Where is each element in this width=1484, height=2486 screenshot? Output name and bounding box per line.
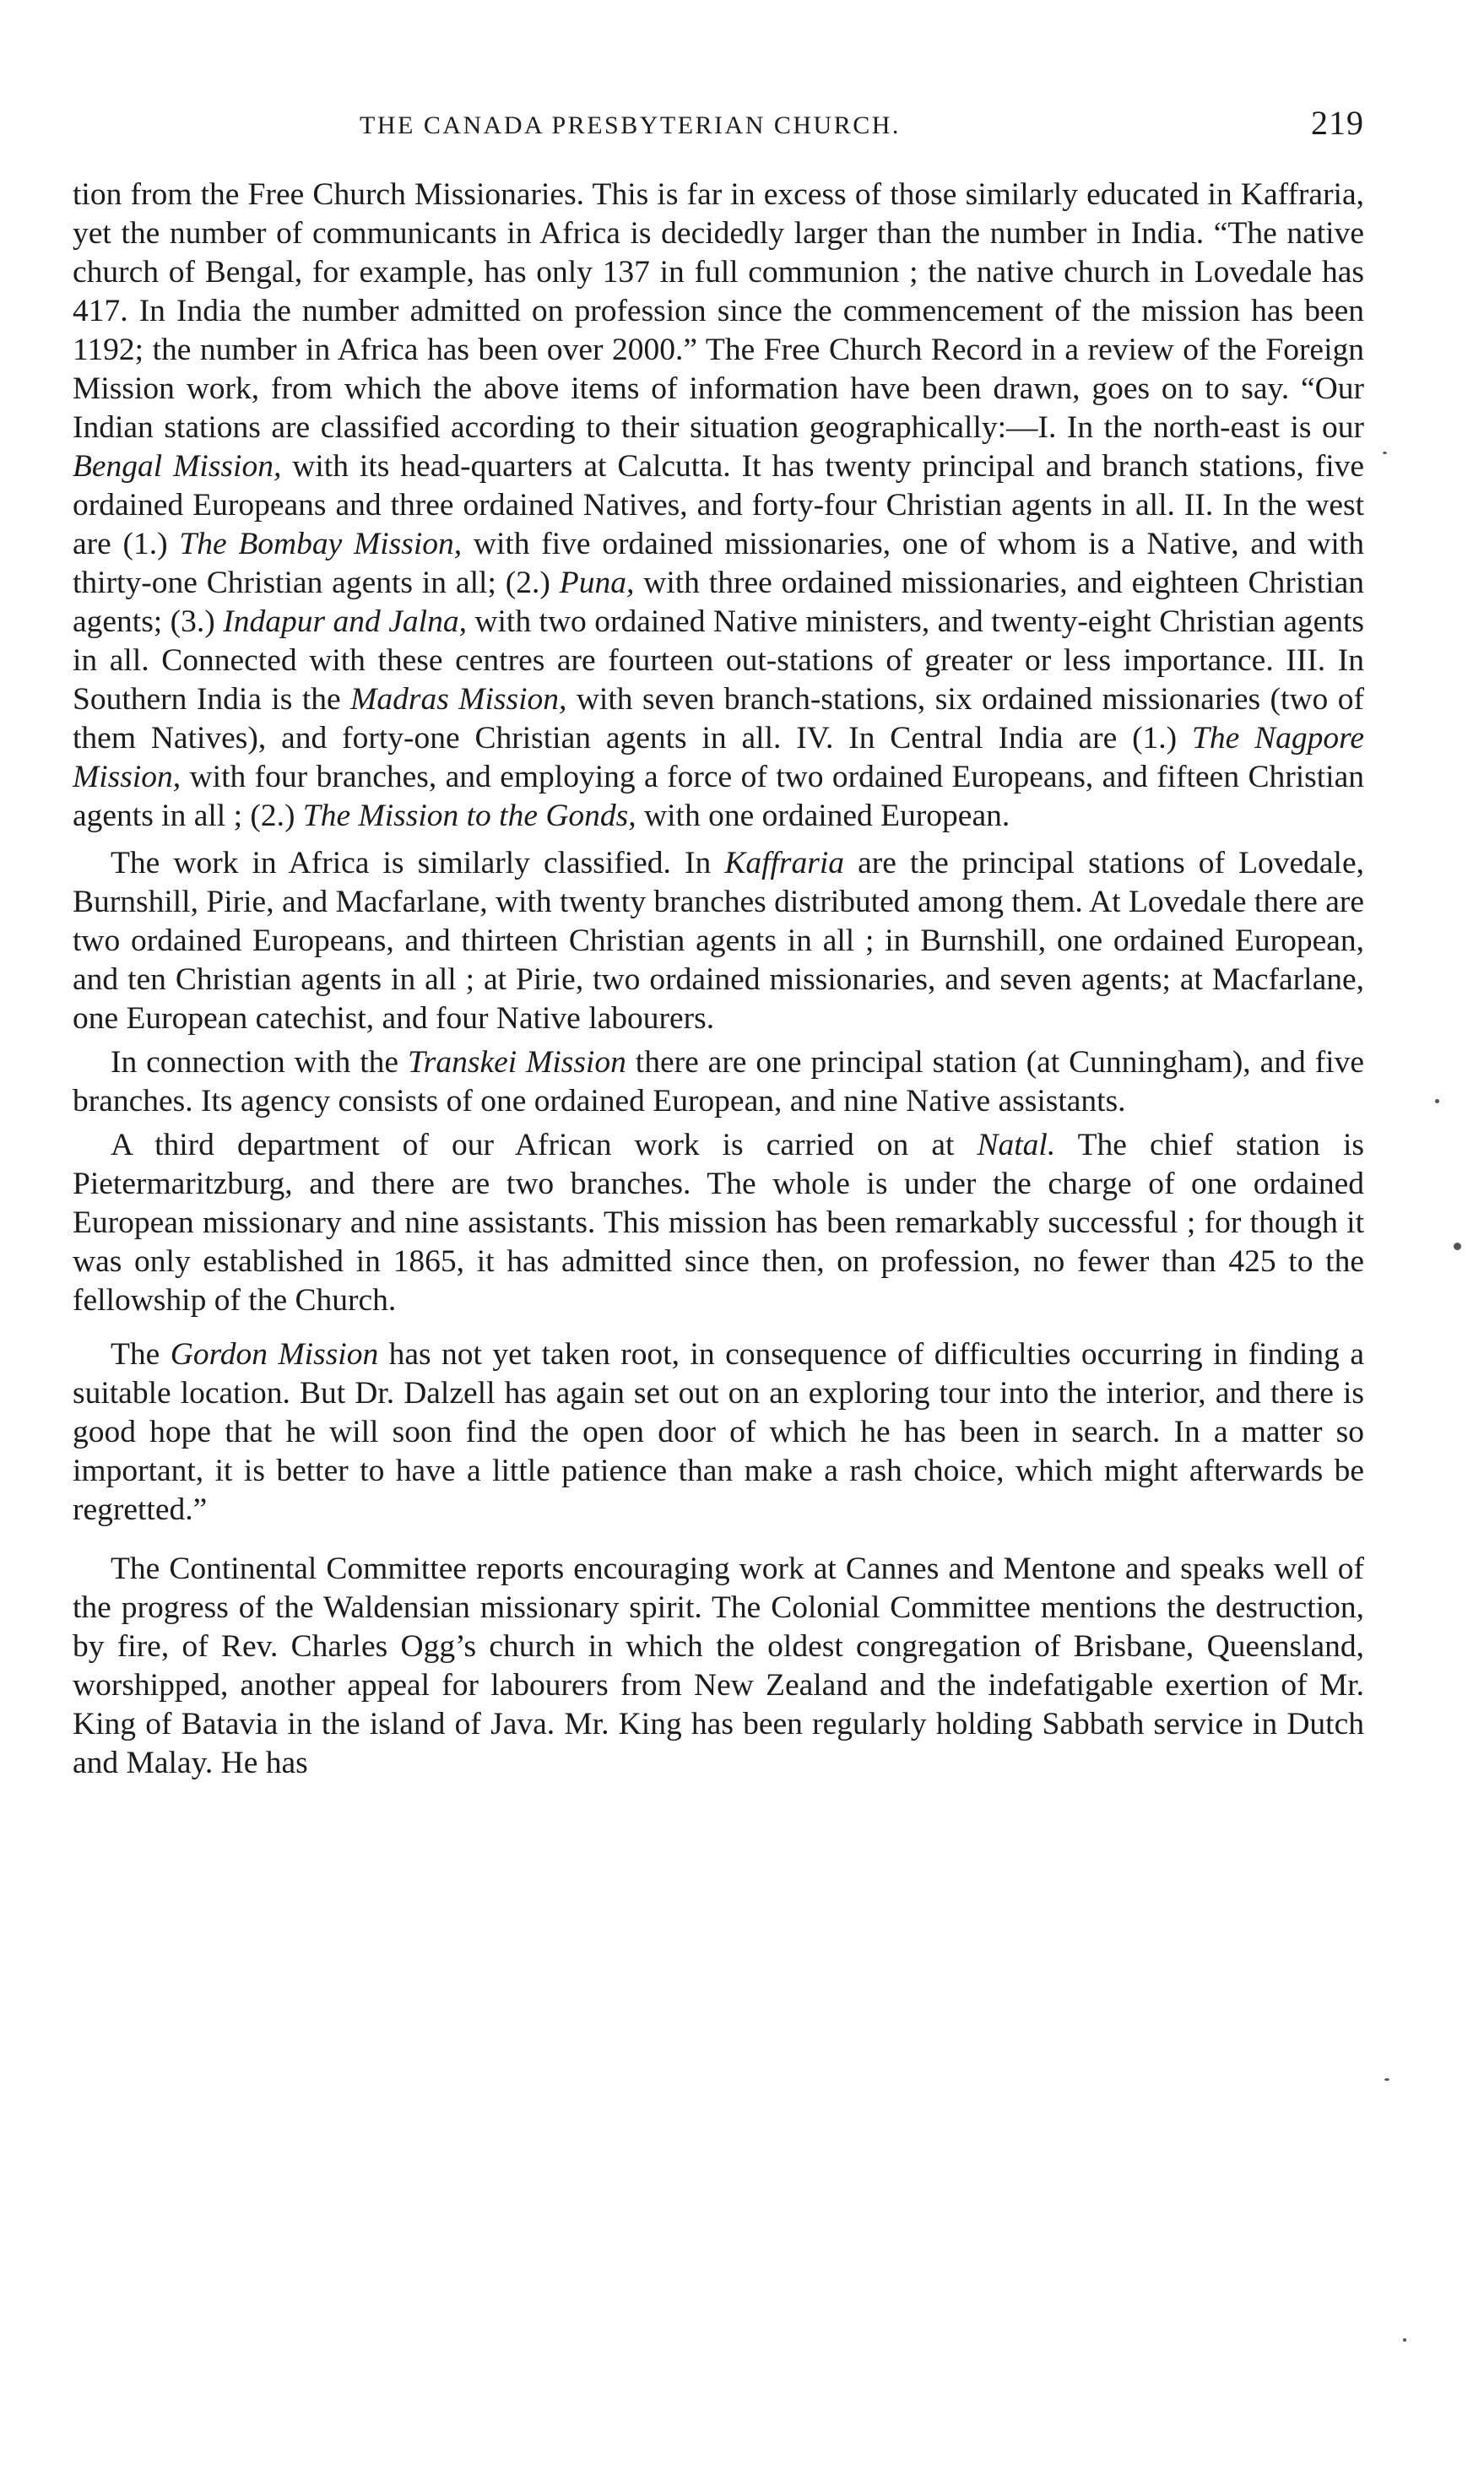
text-run: with seven branch-stations, six ordained missionaries (two of them Natives), and forty-one Christian agents in all. IV. In Central India are (1.) [73, 682, 1364, 756]
italic-text-run: The Bombay Mission, [179, 527, 463, 561]
text-run: The Continental Committee reports encouraging work at Cannes and Mentone and speaks well of the progress of the Waldensian missionary spirit. The Colonial Committee mentions the destruction, by fire, of Rev. Charles Ogg’s church in which the oldest congregation of Brisbane, Queensland, worshipped, another appeal for labourers from New Zealand and the indefatigable exertion of Mr. King of Batavia in the island of Java. Mr. King has been regularly holding Sabbath service in Dutch and Malay. He has [73, 1552, 1364, 1780]
page-header [73, 100, 1364, 150]
text-run: with three ordained missionaries, and eighteen Christian agents; (3.) [73, 566, 1364, 639]
text-run: are the principal stations of Lovedale, Burnshill, Pirie, and Macfarlane, with twenty branches distributed among them. At Lovedale there are two ordained Europeans, and thirteen Christian agents in all ; in Burnshill, one ordained European, and ten Christian agents in all ; at Pirie, two ordained missionaries, and seven agents; at Macfarlane, one European catechist, and four Native labourers. [73, 846, 1364, 1036]
body-text [73, 176, 1364, 1783]
paragraph-continental-committee [73, 1550, 1364, 1783]
paragraph-natal-mission [73, 1126, 1364, 1320]
text-run: The chief station is Pietermaritzburg, and there are two branches. The whole is under the charge of one ordained European missionary and nine assistants. This mission has been remarkably successful ; for though it was only established in 1865, it has admitted since then, on profession, no fewer than 425 to the fellowship of the Church. [73, 1128, 1365, 1318]
italic-text-run: Natal. [977, 1128, 1056, 1162]
margin-speck [1403, 2338, 1406, 2342]
italic-text-run: Madras Mission, [350, 682, 567, 717]
text-run: there are one principal station (at Cunningham), and five branches. Its agency consists of one ordained European, and nine Native assistants. [73, 1045, 1364, 1118]
italic-text-run: Gordon Mission [170, 1337, 379, 1372]
running-title: THE CANADA PRESBYTERIAN CHURCH. [360, 111, 901, 139]
paragraph-gordon-mission [73, 1335, 1364, 1530]
margin-speck [1383, 452, 1387, 454]
text-run: with four branches, and employing a force of two ordained Europeans, and fifteen Christian agents in all ; (2.) [73, 760, 1364, 833]
paragraph-indian-stations [73, 176, 1364, 836]
text-run: with two ordained Native ministers, and twenty-eight Christian agents in all. Connected with these centres are fourteen out-stations of greater or less importance. III. In Southern India is the [73, 604, 1364, 717]
paragraph-transkei-mission [73, 1043, 1364, 1121]
page-number: 219 [1311, 104, 1364, 142]
text-run: The work in Africa is similarly classified. In [111, 846, 725, 880]
italic-text-run: The Mission to the Gonds, [302, 799, 636, 833]
text-run: with one ordained European. [636, 799, 1010, 833]
text-run: The [111, 1337, 171, 1372]
margin-speck [1384, 2078, 1389, 2081]
text-run: has not yet taken root, in consequence of difficulties occurring in finding a suitable location. But Dr. Dalzell has again set out on an exploring tour into the interior, and there is good hope that he will soon find the open door of which he has been in search. In a matter so important, it is better to have a little patience than make a rash choice, which might afterwards be regretted.” [73, 1337, 1365, 1527]
italic-text-run: The Nagpore Mission, [73, 721, 1364, 794]
text-run: In connection with the [111, 1045, 408, 1080]
text-run: tion from the Free Church Missionaries. This is far in excess of those similarly educated in Kaffraria, yet the number of communicants in Africa is decidedly larger than the number in India. “The native church of Bengal, for example, has only 137 in full communion ; the native church in Lovedale has 417. In India the number admitted on profession since the commencement of the mission has been 1192; the number in Africa has been over 2000.” The Free Church Record in a review of the Foreign Mission work, from which the above items of information have been drawn, goes on to say. “Our Indian stations are classified according to their situation geographically:—I. In the north-east is our [73, 177, 1364, 445]
margin-speck [1435, 1099, 1439, 1103]
italic-text-run: Kaffraria [724, 846, 845, 880]
italic-text-run: Puna, [559, 566, 635, 600]
italic-text-run: Indapur and Jalna, [223, 604, 467, 639]
book-page [73, 100, 1364, 1783]
text-run: with five ordained missionaries, one of whom is a Native, and with thirty-one Christian agents in all; (2.) [73, 527, 1364, 600]
paragraph-africa-classification [73, 844, 1364, 1038]
text-run: with its head-quarters at Calcutta. It has twenty principal and branch stations, five ordained Europeans and three ordained Natives, and forty-four Christian agents in all. II. In the west are (1.) [73, 449, 1365, 561]
margin-speck [1454, 1243, 1461, 1250]
text-run: A third department of our African work is carried on at [111, 1128, 978, 1162]
italic-text-run: Bengal Mission, [73, 449, 282, 484]
italic-text-run: Transkei Mission [407, 1045, 626, 1080]
